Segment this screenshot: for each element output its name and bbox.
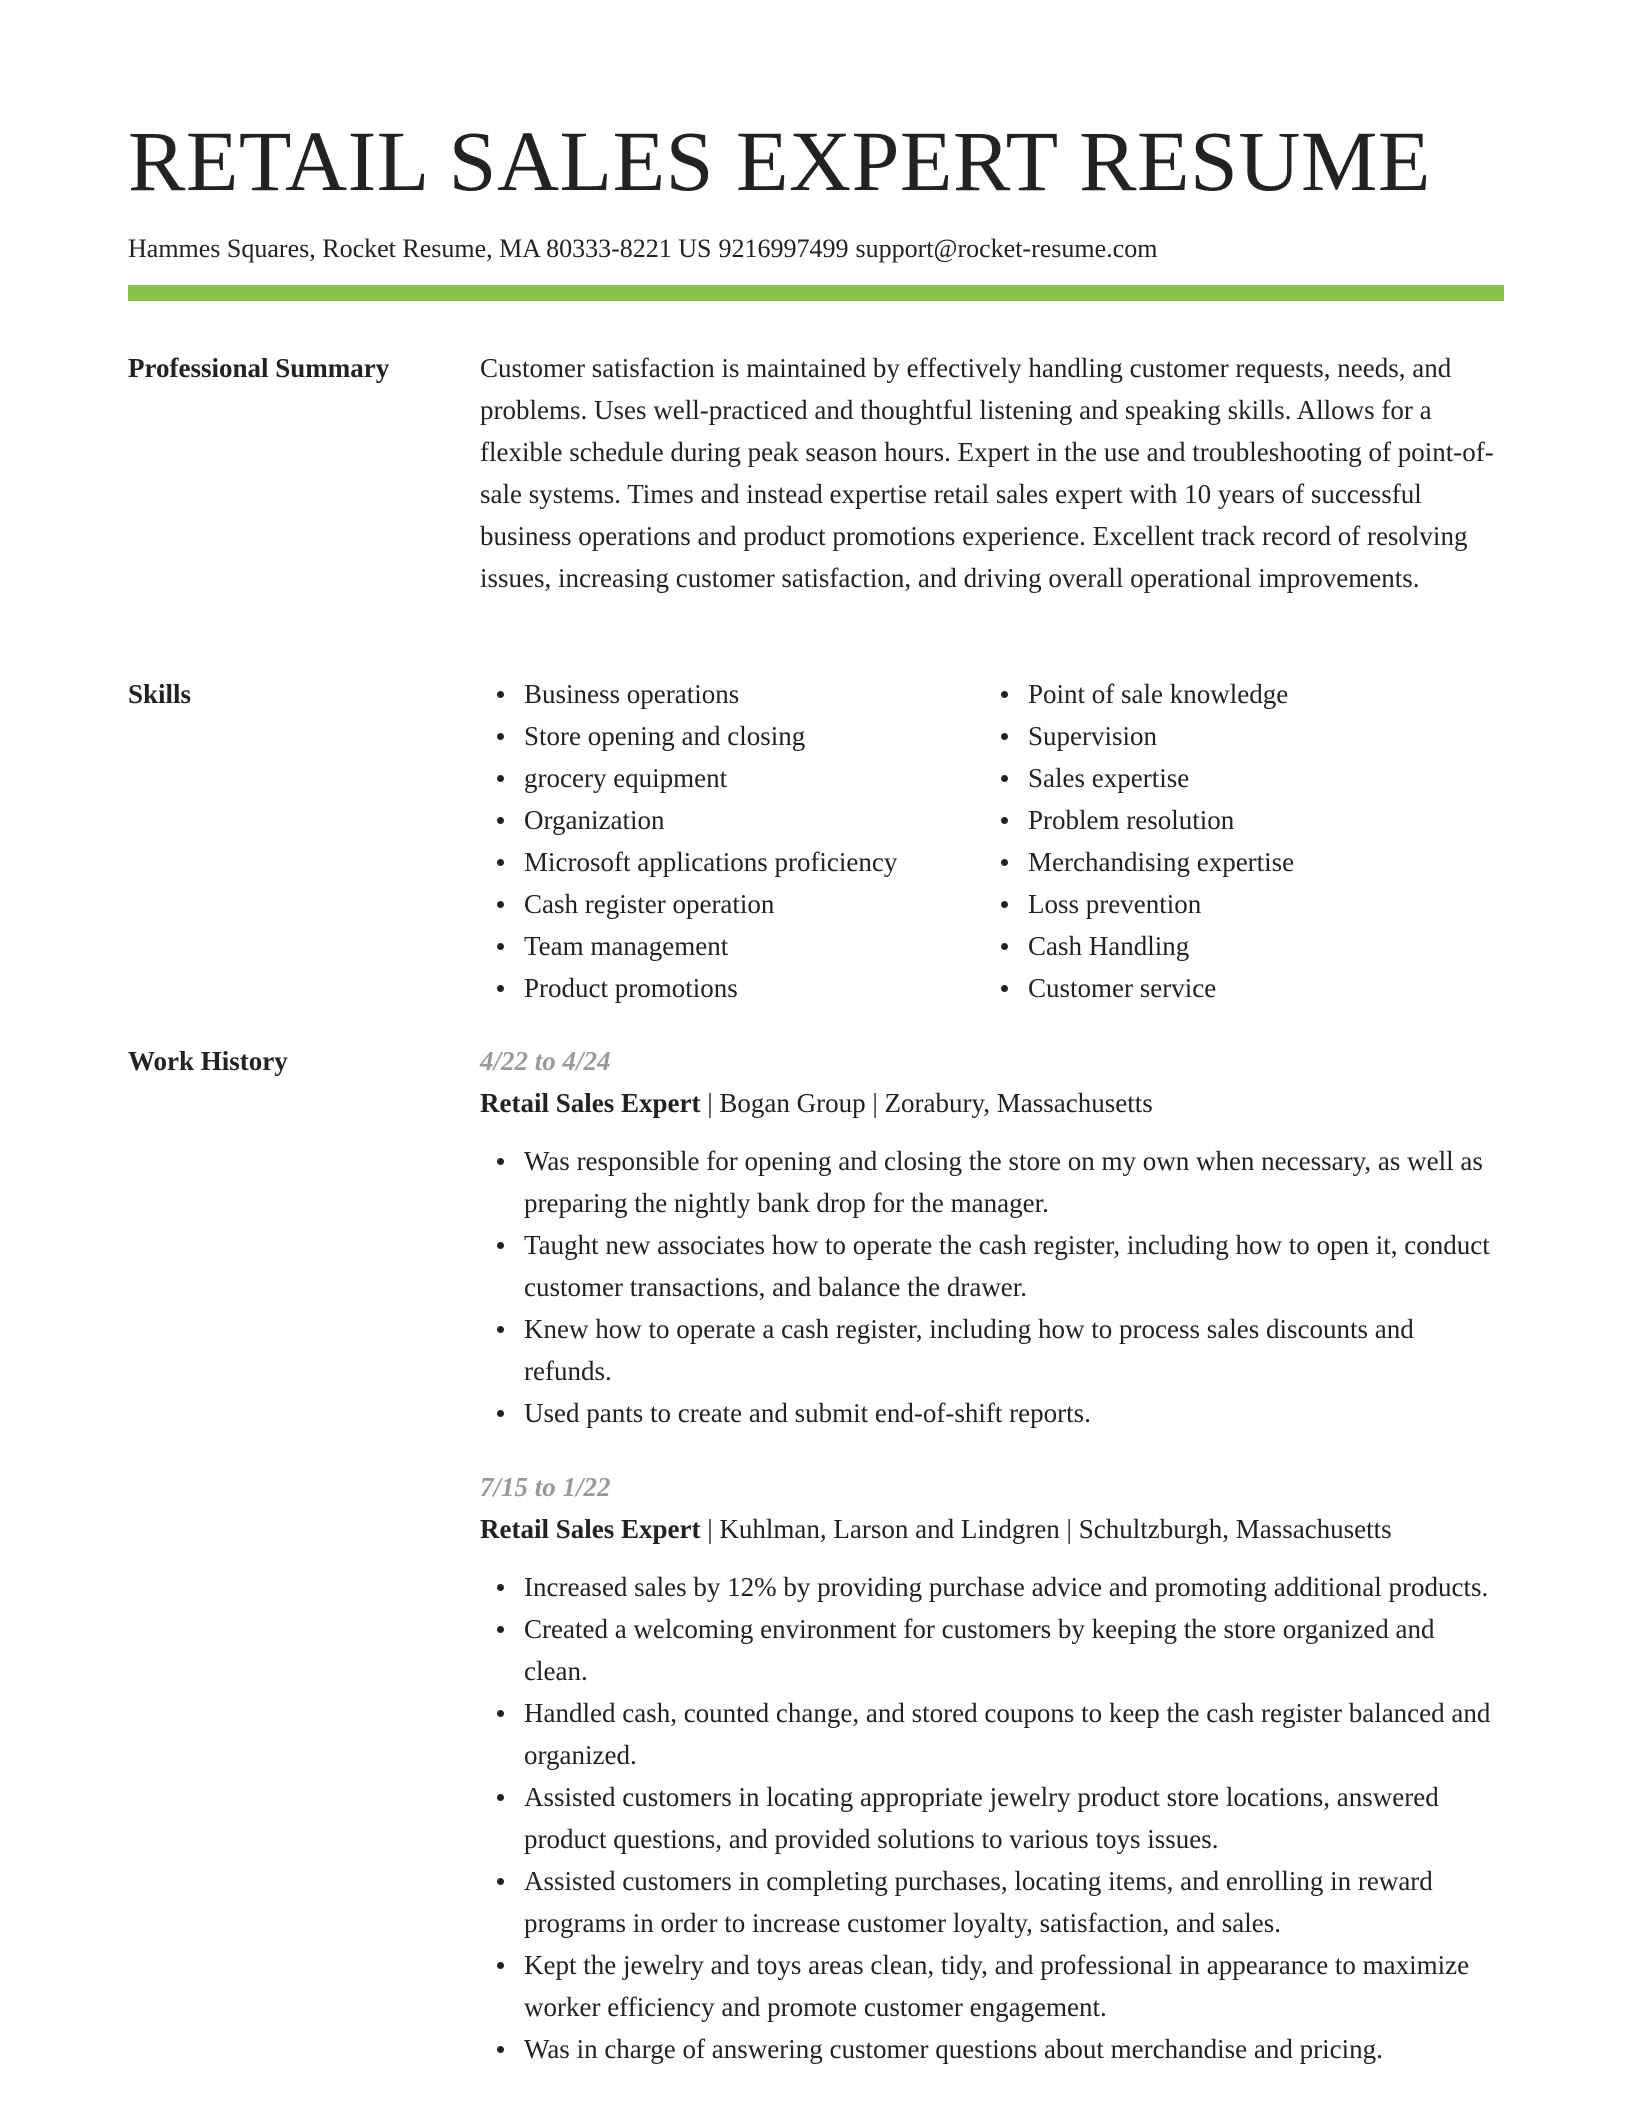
duty-item: Used pants to create and submit end-of-shift reports.	[480, 1392, 1504, 1434]
duty-item: Assisted customers in locating appropriate jewelry product store locations, answered product questions, and provided solutions to various toys issues.	[480, 1776, 1504, 1860]
contact-phone: 9216997499	[718, 234, 849, 263]
skills-list-left	[480, 673, 984, 1009]
job-dates: 4/22 to 4/24	[480, 1046, 611, 1076]
job-title: Retail Sales Expert	[480, 1514, 701, 1544]
duty-item: Knew how to operate a cash register, including how to process sales discounts and refunds.	[480, 1308, 1504, 1392]
contact-address: Hammes Squares, Rocket Resume, MA 80333-8221 US	[128, 234, 712, 263]
summary-heading: Professional Summary	[128, 353, 390, 383]
duty-item: Kept the jewelry and toys areas clean, tidy, and professional in appearance to maximize worker efficiency and promote customer engagement.	[480, 1944, 1504, 2028]
contact-line	[128, 232, 1157, 266]
skills-list-right	[984, 673, 1488, 1009]
skill-item: Team management	[480, 925, 984, 967]
skill-item: Point of sale knowledge	[984, 673, 1488, 715]
skills-heading: Skills	[128, 679, 192, 709]
duty-item: Was in charge of answering customer questions about merchandise and pricing.	[480, 2028, 1504, 2070]
skill-item: Loss prevention	[984, 883, 1488, 925]
duty-item: Increased sales by 12% by providing purchase advice and promoting additional products.	[480, 1566, 1504, 1608]
skill-item: Business operations	[480, 673, 984, 715]
skill-item: Product promotions	[480, 967, 984, 1009]
header-divider	[128, 285, 1504, 301]
skill-item: Store opening and closing	[480, 715, 984, 757]
job-duties	[480, 1140, 1504, 1434]
job-heading	[480, 1082, 1504, 1124]
skill-item: Merchandising expertise	[984, 841, 1488, 883]
summary-text: Customer satisfaction is maintained by effectively handling customer requests, needs, and problems. Uses well-practiced and thoughtful listening and speaking skills. Allows for a flexible schedule during peak season hours. Expert in the use and troubleshooting of point-of-sale systems. Times and instead expertise retail sales expert with 10 years of successful business operations and product promotions experience. Excellent track record of resolving issues, increasing customer satisfaction, and driving overall operational improvements.	[480, 353, 1494, 593]
skill-item: grocery equipment	[480, 757, 984, 799]
skill-item: Cash Handling	[984, 925, 1488, 967]
job-heading	[480, 1508, 1504, 1550]
duty-item: Was responsible for opening and closing the store on my own when necessary, as well as preparing the nightly bank drop for the manager.	[480, 1140, 1504, 1224]
duty-item: Created a welcoming environment for customers by keeping the store organized and clean.	[480, 1608, 1504, 1692]
skills-columns	[480, 673, 1504, 1009]
skill-item: Problem resolution	[984, 799, 1488, 841]
job-duties	[480, 1566, 1504, 2070]
resume-title: RETAIL SALES EXPERT RESUME	[128, 113, 1431, 209]
job-entry	[480, 1040, 1504, 1434]
job-title: Retail Sales Expert	[480, 1088, 701, 1118]
skill-item: Customer service	[984, 967, 1488, 1009]
summary-body	[480, 347, 1504, 599]
skill-item: Sales expertise	[984, 757, 1488, 799]
skill-item: Organization	[480, 799, 984, 841]
job-details: | Kuhlman, Larson and Lindgren | Schultzburgh, Massachusetts	[700, 1514, 1392, 1544]
work-history-heading: Work History	[128, 1046, 288, 1076]
skills-body	[480, 673, 1504, 1009]
contact-email: support@rocket-resume.com	[855, 234, 1158, 263]
duty-item: Taught new associates how to operate the cash register, including how to open it, conduct customer transactions, and balance the drawer.	[480, 1224, 1504, 1308]
skill-item: Microsoft applications proficiency	[480, 841, 984, 883]
skill-item: Cash register operation	[480, 883, 984, 925]
skill-item: Supervision	[984, 715, 1488, 757]
duty-item: Handled cash, counted change, and stored coupons to keep the cash register balanced and organized.	[480, 1692, 1504, 1776]
job-dates: 7/15 to 1/22	[480, 1472, 611, 1502]
duty-item: Assisted customers in completing purchases, locating items, and enrolling in reward programs in order to increase customer loyalty, satisfaction, and sales.	[480, 1860, 1504, 1944]
job-details: | Bogan Group | Zorabury, Massachusetts	[700, 1088, 1153, 1118]
job-entry	[480, 1466, 1504, 2070]
